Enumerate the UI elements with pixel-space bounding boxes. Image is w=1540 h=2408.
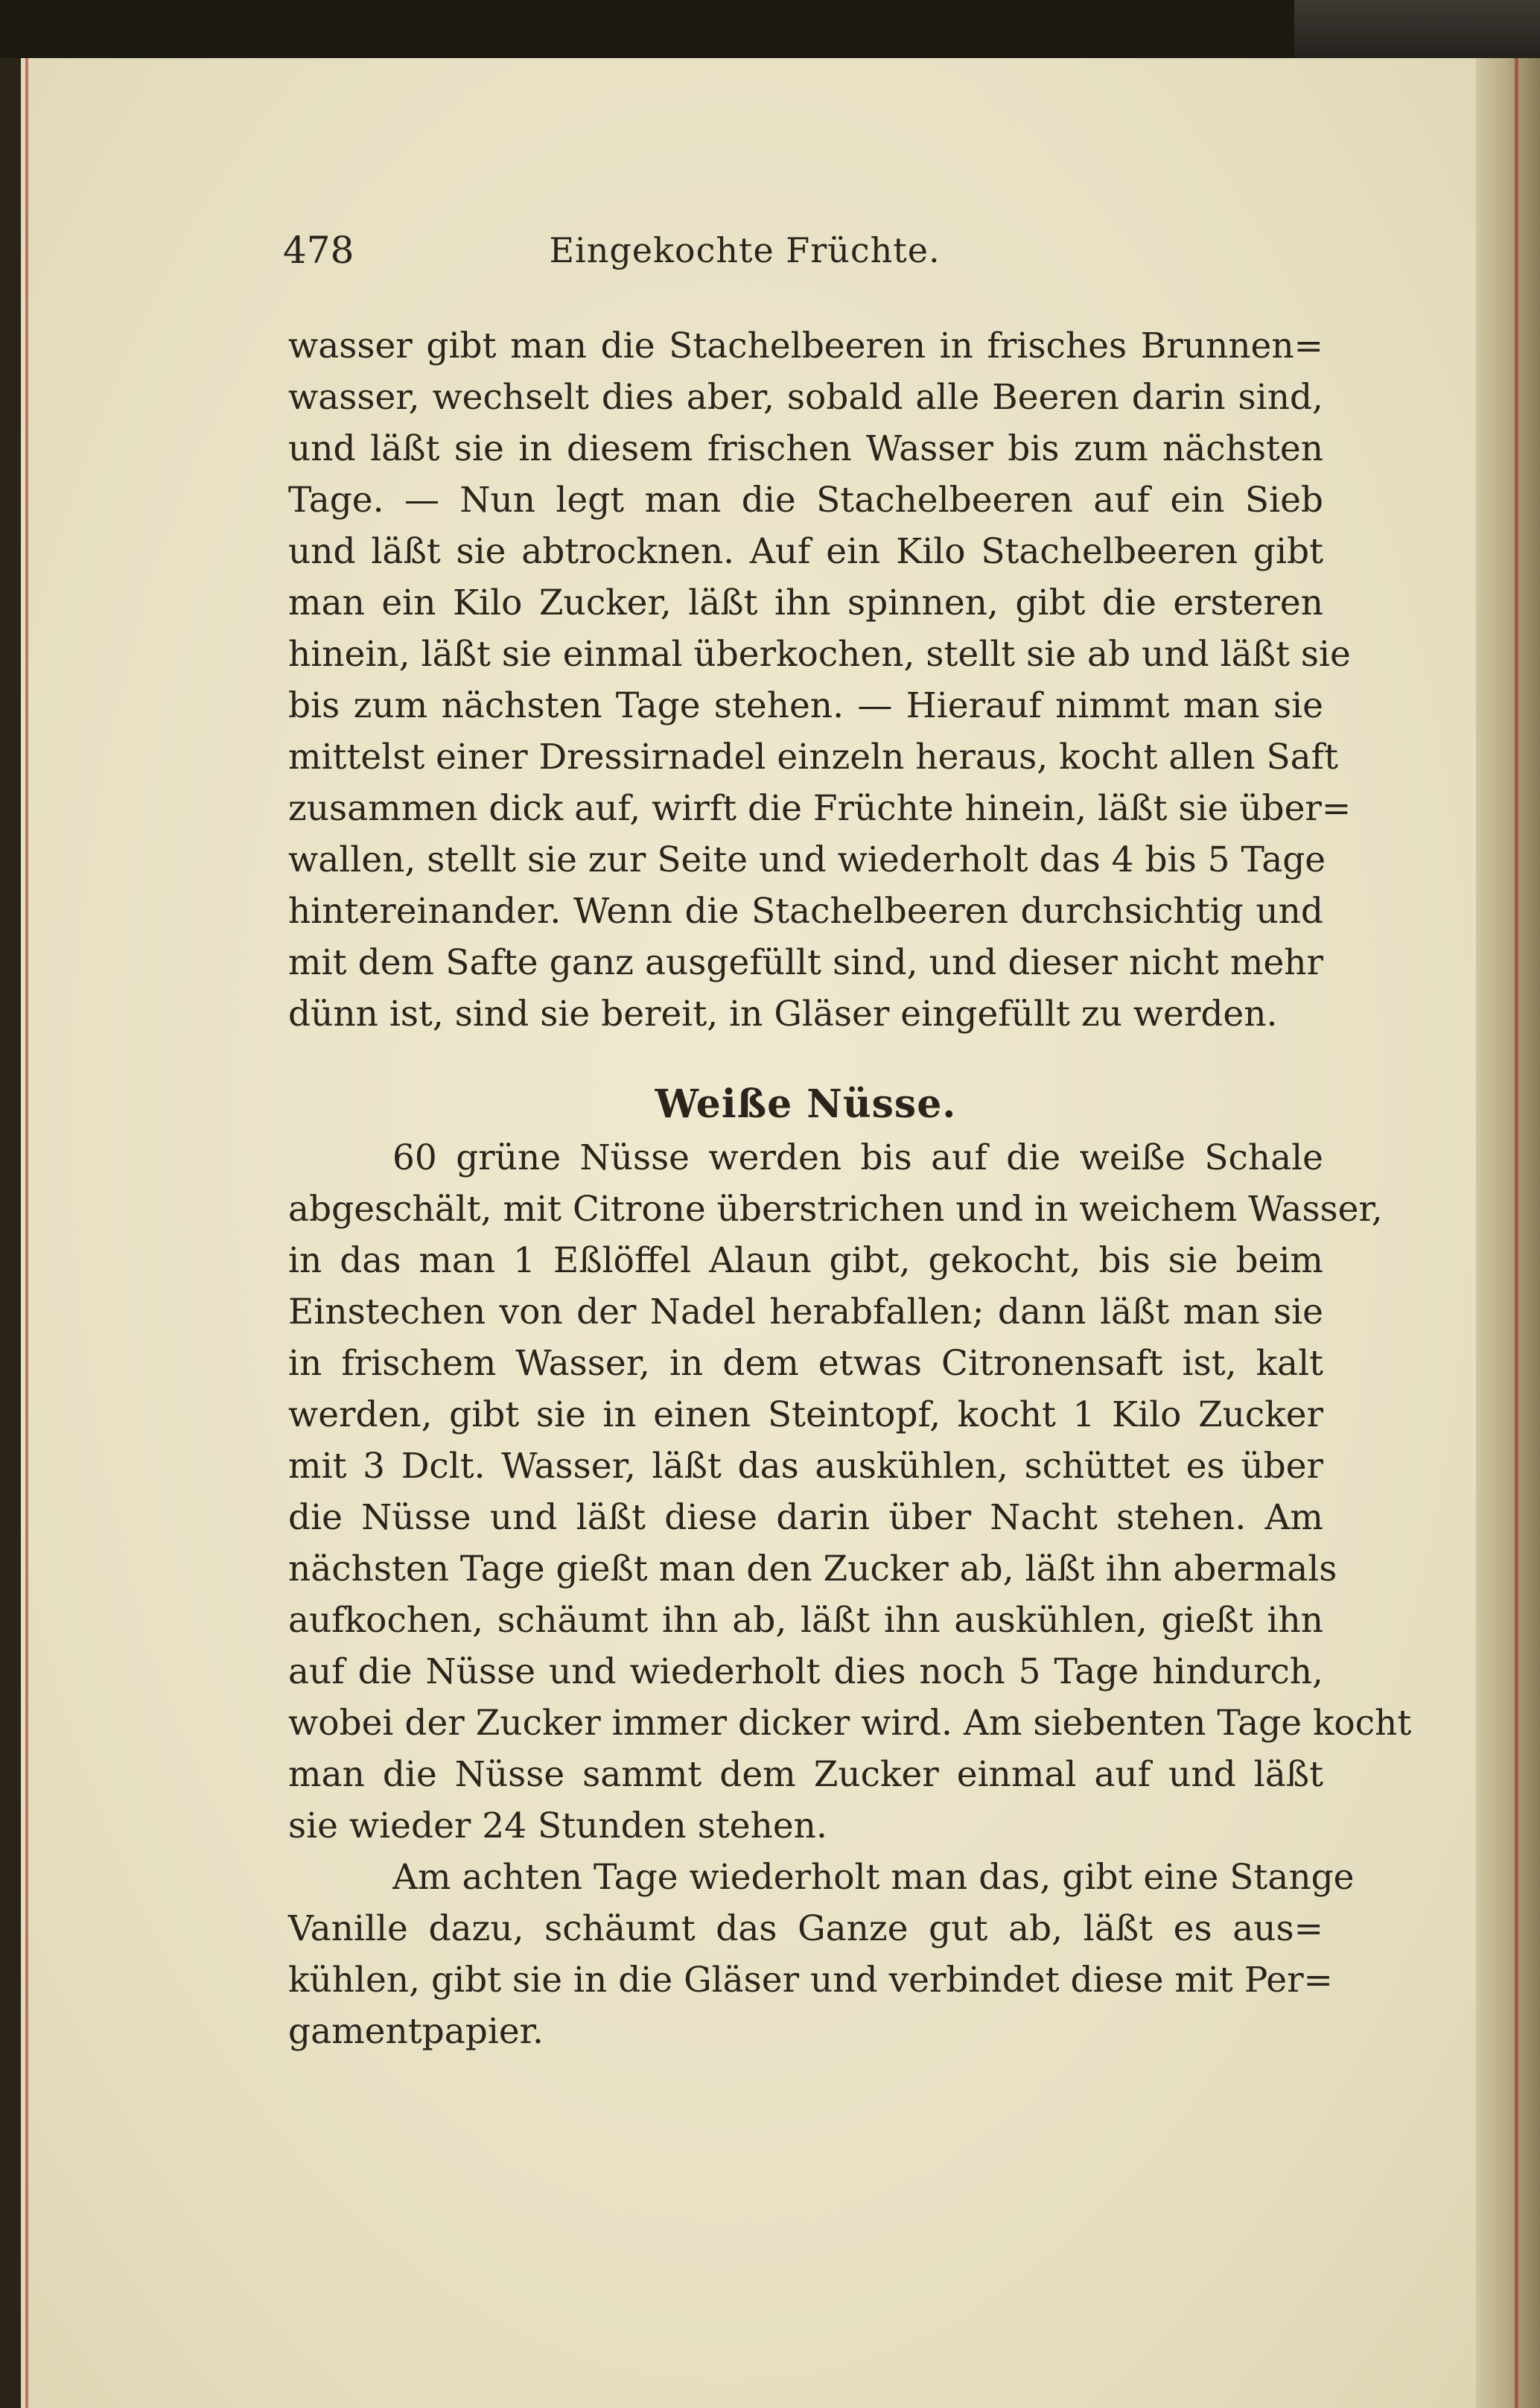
top-dark-strip bbox=[0, 0, 1540, 58]
text-line: wallen, stellt sie zur Seite und wiederholt das 4 bis 5 Tage bbox=[288, 839, 1326, 880]
section-weisse-nuesse bbox=[288, 1132, 1412, 2057]
text-line: mit 3 Dclt. Wasser, läßt das auskühlen, schüttet es über bbox=[288, 1446, 1323, 1487]
text-line: auf die Nüsse und wiederholt dies noch 5 Tage hindurch, bbox=[288, 1651, 1323, 1692]
text-line: mit dem Safte ganz ausgefüllt sind, und dieser nicht mehr bbox=[288, 942, 1323, 983]
text-line: in das man 1 Eßlöffel Alaun gibt, gekocht, bis sie beim bbox=[288, 1240, 1323, 1281]
text-line: man ein Kilo Zucker, läßt ihn spinnen, gibt die ersteren bbox=[288, 582, 1323, 623]
text-line: in frischem Wasser, in dem etwas Citronensaft ist, kalt bbox=[288, 1343, 1323, 1384]
text-line: nächsten Tage gießt man den Zucker ab, läßt ihn abermals bbox=[288, 1548, 1337, 1589]
binding-band bbox=[1294, 0, 1540, 58]
text-line: und läßt sie abtrocknen. Auf ein Kilo Stachelbeeren gibt bbox=[288, 531, 1323, 572]
spine-red-edge bbox=[1515, 58, 1518, 2408]
text-line: abgeschält, mit Citrone überstrichen und in weichem Wasser, bbox=[288, 1189, 1383, 1230]
text-line: und läßt sie in diesem frischen Wasser bis zum nächsten bbox=[288, 428, 1323, 469]
page-red-edge bbox=[25, 58, 28, 2408]
text-line: hintereinander. Wenn die Stachelbeeren durchsichtig und bbox=[288, 891, 1323, 932]
text-line: zusammen dick auf, wirft die Früchte hinein, läßt sie über= bbox=[288, 788, 1352, 829]
book-spine bbox=[1476, 58, 1540, 2408]
text-line: gamentpapier. bbox=[288, 2011, 544, 2052]
text-line: 60 grüne Nüsse werden bis auf die weiße Schale bbox=[392, 1137, 1323, 1178]
text-line: sie wieder 24 Stunden stehen. bbox=[288, 1805, 827, 1846]
running-head: Eingekochte Früchte. bbox=[549, 230, 941, 270]
page-number: 478 bbox=[283, 229, 354, 272]
text-line: bis zum nächsten Tage stehen. — Hierauf nimmt man sie bbox=[288, 685, 1323, 726]
text-line: die Nüsse und läßt diese darin über Nacht stehen. Am bbox=[288, 1497, 1323, 1538]
text-line: werden, gibt sie in einen Steintopf, kocht 1 Kilo Zucker bbox=[288, 1394, 1323, 1435]
text-line: Tage. — Nun legt man die Stachelbeeren auf ein Sieb bbox=[288, 480, 1323, 521]
text-line: mittelst einer Dressirnadel einzeln heraus, kocht allen Saft bbox=[288, 737, 1338, 778]
text-line: aufkochen, schäumt ihn ab, läßt ihn auskühlen, gießt ihn bbox=[288, 1600, 1323, 1641]
text-line: Am achten Tage wiederholt man das, gibt eine Stange bbox=[392, 1857, 1355, 1898]
text-line: kühlen, gibt sie in die Gläser und verbindet diese mit Per= bbox=[288, 1960, 1333, 2001]
text-line: wasser gibt man die Stachelbeeren in frisches Brunnen= bbox=[288, 325, 1323, 366]
text-line: Vanille dazu, schäumt das Ganze gut ab, läßt es aus= bbox=[288, 1908, 1323, 1949]
section-heading: Weiße Nüsse. bbox=[655, 1081, 957, 1127]
text-line: hinein, läßt sie einmal überkochen, stellt sie ab und läßt sie bbox=[288, 634, 1351, 675]
section-stachelbeeren bbox=[288, 320, 1352, 1040]
body-text bbox=[288, 320, 1412, 2057]
text-line: wobei der Zucker immer dicker wird. Am siebenten Tage kocht bbox=[288, 1703, 1412, 1744]
text-line: Einstechen von der Nadel herabfallen; dann läßt man sie bbox=[288, 1292, 1323, 1332]
page-header bbox=[283, 220, 1311, 280]
text-line: man die Nüsse sammt dem Zucker einmal auf und läßt bbox=[288, 1754, 1323, 1795]
text-line: dünn ist, sind sie bereit, in Gläser eingefüllt zu werden. bbox=[288, 994, 1278, 1035]
text-line: wasser, wechselt dies aber, sobald alle Beeren darin sind, bbox=[288, 377, 1323, 418]
